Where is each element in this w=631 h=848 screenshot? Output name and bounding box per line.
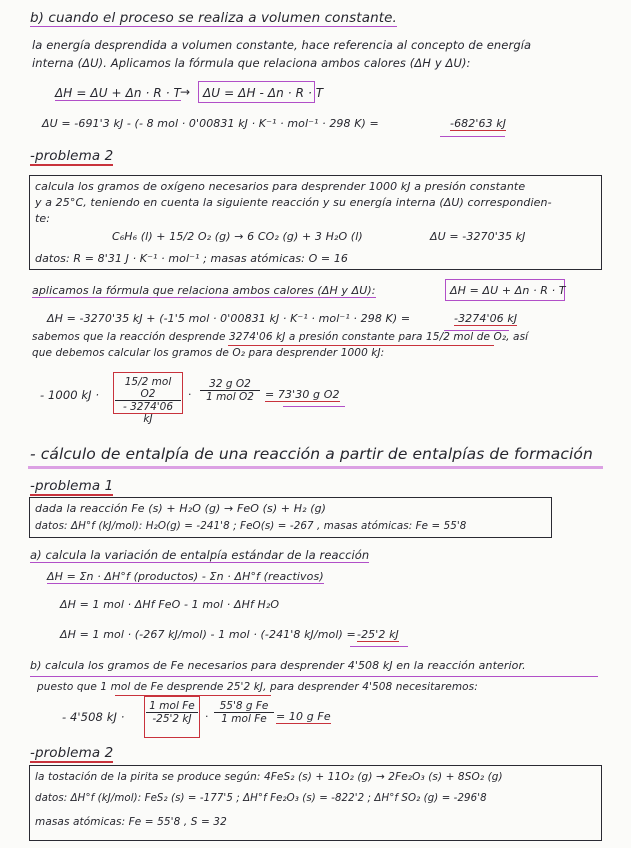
section-b-line1: la energía desprendida a volumen constante, hace referencia al concepto de energía — [32, 38, 532, 52]
problema1-title: -problema 1 — [30, 478, 114, 494]
p2a-frac1-den: - 3274'06 kJ — [122, 401, 174, 425]
p2a-frac1 — [115, 376, 181, 425]
p2b-line1: la tostación de la pirita se produce según: 4FeS₂ (s) + 11O₂ (g) → 2Fe₂O₃ (s) + 8SO₂ (g) — [35, 771, 503, 783]
problema2a-title: -problema 2 — [30, 148, 114, 164]
p1-b-frac2 — [214, 700, 274, 725]
p2b-line2: datos: ΔH°f (kJ/mol): FeS₂ (s) = -177'5 ; ΔH°f Fe₂O₃ (s) = -822'2 ; ΔH°f SO₂ (g) = -296'8 — [35, 793, 487, 804]
p1-line1: dada la reacción Fe (s) + H₂O (g) → FeO (s) + H₂ (g) — [35, 502, 327, 515]
p1-b-frac1-num: 1 mol Fe — [146, 700, 198, 713]
p2a-line2: y a 25°C, teniendo en cuenta la siguiente reacción y su energía interna (ΔU) correspondien- — [35, 196, 552, 209]
dot-sep: · — [188, 388, 192, 401]
dot-sep-2: · — [205, 710, 209, 723]
p2a-datos: datos: R = 8'31 J · K⁻¹ · mol⁻¹ ; masas atómicas: O = 16 — [35, 252, 349, 265]
p2b-line3: masas atómicas: Fe = 55'8 , S = 32 — [35, 816, 227, 828]
p2a-conv-result: = 73'30 g O2 — [265, 388, 340, 401]
formula-dh: ΔH = ΔU + Δn · R · T — [55, 86, 181, 100]
p1-a-formula: ΔH = Σn · ΔH°f (productos) - Σn · ΔH°f (reactivos) — [47, 570, 324, 583]
section-b-line2: interna (ΔU). Aplicamos la fórmula que relaciona ambos calores (ΔH y ΔU): — [32, 56, 471, 70]
p2a-frac1-num: 15/2 mol O2 — [115, 376, 181, 401]
p2a-du: ΔU = -3270'35 kJ — [430, 230, 526, 243]
p2a-reaction: C₆H₆ (l) + 15/2 O₂ (g) → 6 CO₂ (g) + 3 H₂O (l) — [112, 230, 363, 243]
p1-line2: datos: ΔH°f (kJ/mol): H₂O(g) = -241'8 ; FeO(s) = -267 , masas atómicas: Fe = 55'8 — [35, 520, 467, 532]
p2a-sabemos1: sabemos que la reacción desprende 3274'06 kJ a presión constante para 15/2 mol de O₂, así — [32, 331, 529, 343]
p2a-line1: calcula los gramos de oxígeno necesarios para desprender 1000 kJ a presión constante — [35, 180, 526, 193]
p2a-calc: ΔH = -3270'35 kJ + (-1'5 mol · 0'00831 kJ · K⁻¹ · mol⁻¹ · 298 K) = — [47, 312, 411, 325]
p1-b-heading: b) calcula los gramos de Fe necesarios para desprender 4'508 kJ en la reacción anterior. — [30, 659, 526, 672]
entalpia-highlight — [28, 466, 603, 469]
p1-b-line1: puesto que 1 mol de Fe desprende 25'2 kJ, para desprender 4'508 necesitaremos: — [37, 681, 478, 693]
calc-du: ΔU = -691'3 kJ - (- 8 mol · 0'00831 kJ · K⁻¹ · mol⁻¹ · 298 K) = — [42, 117, 379, 130]
problema2b-title: -problema 2 — [30, 745, 114, 761]
p1-b-frac2-den: 1 mol Fe — [221, 713, 267, 725]
p2a-formula: ΔH = ΔU + Δn · R · T — [450, 284, 566, 297]
p2a-aplicamos: aplicamos la fórmula que relaciona ambos calores (ΔH y ΔU): — [32, 284, 376, 297]
arrow: → — [180, 85, 191, 99]
p1-a-line2: ΔH = 1 mol · ΔHf FeO - 1 mol · ΔHf H₂O — [60, 598, 280, 611]
p1-b-frac1-den: -25'2 kJ — [152, 713, 192, 725]
p2a-sabemos2: que debemos calcular los gramos de O₂ para desprender 1000 kJ: — [32, 347, 385, 359]
p1-b-heading-underline — [30, 676, 598, 677]
p2a-frac2 — [200, 378, 260, 403]
p1-b-result: = 10 g Fe — [276, 710, 331, 723]
entalpia-title: - cálculo de entalpía de una reacción a partir de entalpías de formación — [30, 445, 593, 463]
p2a-result: -3274'06 kJ — [454, 312, 518, 325]
formula-du: ΔU = ΔH - Δn · R · T — [203, 86, 324, 100]
p2a-sabemos1-underline — [228, 345, 494, 346]
p1-a-result: -25'2 kJ — [357, 628, 399, 641]
p2a-frac2-num: 32 g O2 — [200, 378, 260, 391]
section-b-heading: b) cuando el proceso se realiza a volumen constante. — [30, 10, 397, 26]
p1-a-line3: ΔH = 1 mol · (-267 kJ/mol) - 1 mol · (-241'8 kJ/mol) = — [60, 628, 356, 641]
p1-b-conv-start: - 4'508 kJ · — [62, 710, 125, 724]
p2a-conv-start: - 1000 kJ · — [40, 388, 100, 402]
p2a-frac2-den: 1 mol O2 — [206, 391, 254, 403]
p2a-conv-underline — [283, 406, 345, 407]
p1-a-result-underline — [350, 646, 408, 647]
p1-b-frac2-num: 55'8 g Fe — [214, 700, 274, 713]
p2a-line3: te: — [35, 212, 51, 225]
result-du: -682'63 kJ — [450, 117, 507, 130]
p1-b-frac1 — [146, 700, 198, 725]
p1-a-heading: a) calcula la variación de entalpía estándar de la reacción — [30, 548, 370, 562]
result-du-underline — [440, 136, 505, 137]
